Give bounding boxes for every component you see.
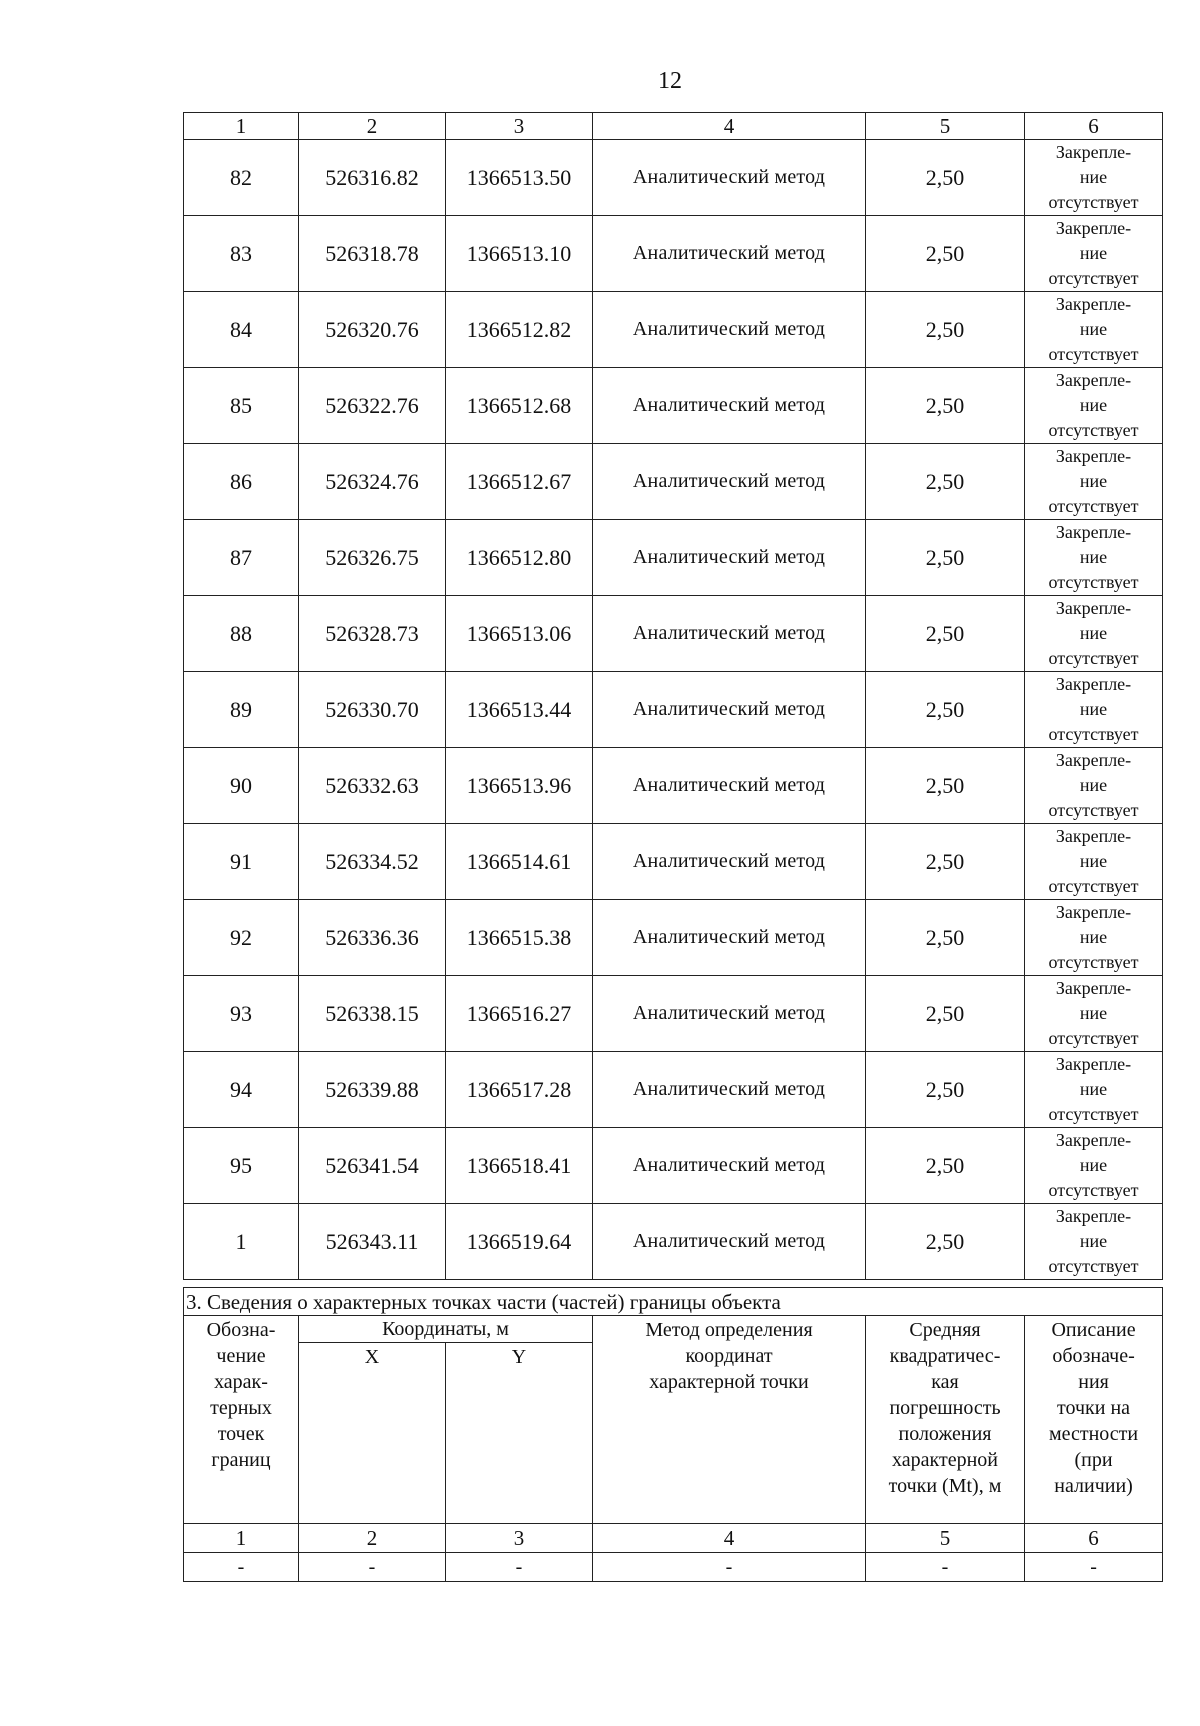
coordinate-y: 1366513.10 xyxy=(446,216,593,292)
point-number: 89 xyxy=(184,672,299,748)
point-number: 83 xyxy=(184,216,299,292)
coordinate-y: 1366513.44 xyxy=(446,672,593,748)
coordinate-x: 526320.76 xyxy=(299,292,446,368)
method-cell: Аналитический метод xyxy=(593,900,866,976)
point-number: 87 xyxy=(184,520,299,596)
coordinate-y: 1366513.06 xyxy=(446,596,593,672)
coordinate-y: 1366512.68 xyxy=(446,368,593,444)
header-coordinates: Координаты, м xyxy=(299,1316,593,1343)
error-cell: 2,50 xyxy=(866,976,1025,1052)
error-cell: 2,50 xyxy=(866,444,1025,520)
error-cell: 2,50 xyxy=(866,216,1025,292)
coordinate-y: 1366514.61 xyxy=(446,824,593,900)
description-cell: Закрепле- ние отсутствует xyxy=(1025,292,1163,368)
coordinate-x: 526334.52 xyxy=(299,824,446,900)
column-number: 4 xyxy=(593,113,866,140)
method-cell: Аналитический метод xyxy=(593,368,866,444)
error-cell: 2,50 xyxy=(866,596,1025,672)
method-cell: Аналитический метод xyxy=(593,1052,866,1128)
table-row xyxy=(184,444,1163,520)
point-number: 82 xyxy=(184,140,299,216)
table-row xyxy=(184,748,1163,824)
coordinate-x: 526330.70 xyxy=(299,672,446,748)
coordinate-y: 1366516.27 xyxy=(446,976,593,1052)
table-row xyxy=(184,140,1163,216)
description-cell: Закрепле- ние отсутствует xyxy=(1025,520,1163,596)
coordinate-y: 1366518.41 xyxy=(446,1128,593,1204)
table-row xyxy=(184,900,1163,976)
column-number: 6 xyxy=(1025,1524,1163,1553)
description-cell: Закрепле- ние отсутствует xyxy=(1025,976,1163,1052)
column-number: 5 xyxy=(866,113,1025,140)
column-number: 2 xyxy=(299,1524,446,1553)
table-row xyxy=(184,976,1163,1052)
point-number: 1 xyxy=(184,1204,299,1280)
table-row xyxy=(184,1128,1163,1204)
empty-cell: - xyxy=(593,1553,866,1582)
description-cell: Закрепле- ние отсутствует xyxy=(1025,1052,1163,1128)
method-cell: Аналитический метод xyxy=(593,824,866,900)
column-number: 4 xyxy=(593,1524,866,1553)
point-number: 91 xyxy=(184,824,299,900)
method-cell: Аналитический метод xyxy=(593,140,866,216)
section-title: 3. Сведения о характерных точках части (частей) границы объекта xyxy=(184,1288,1163,1316)
table-row xyxy=(184,1204,1163,1280)
point-number: 88 xyxy=(184,596,299,672)
method-cell: Аналитический метод xyxy=(593,976,866,1052)
column-number: 5 xyxy=(866,1524,1025,1553)
header-y: Y xyxy=(446,1343,593,1524)
coordinate-x: 526341.54 xyxy=(299,1128,446,1204)
empty-data-row xyxy=(184,1553,1163,1582)
coordinate-y: 1366513.50 xyxy=(446,140,593,216)
header-method: Метод определения координат характерной точки xyxy=(593,1316,866,1524)
empty-cell: - xyxy=(446,1553,593,1582)
empty-cell: - xyxy=(1025,1553,1163,1582)
error-cell: 2,50 xyxy=(866,368,1025,444)
column-number: 2 xyxy=(299,113,446,140)
point-number: 85 xyxy=(184,368,299,444)
coordinate-x: 526316.82 xyxy=(299,140,446,216)
coordinate-x: 526328.73 xyxy=(299,596,446,672)
method-cell: Аналитический метод xyxy=(593,444,866,520)
description-cell: Закрепле- ние отсутствует xyxy=(1025,444,1163,520)
table-row xyxy=(184,596,1163,672)
column-number-row xyxy=(184,113,1163,140)
method-cell: Аналитический метод xyxy=(593,1128,866,1204)
column-number: 3 xyxy=(446,113,593,140)
description-cell: Закрепле- ние отсутствует xyxy=(1025,140,1163,216)
coordinate-x: 526332.63 xyxy=(299,748,446,824)
description-cell: Закрепле- ние отсутствует xyxy=(1025,1128,1163,1204)
coordinate-x: 526322.76 xyxy=(299,368,446,444)
description-cell: Закрепле- ние отсутствует xyxy=(1025,216,1163,292)
point-number: 94 xyxy=(184,1052,299,1128)
boundary-points-table xyxy=(183,112,1163,1280)
point-number: 90 xyxy=(184,748,299,824)
error-cell: 2,50 xyxy=(866,900,1025,976)
coordinate-y: 1366512.82 xyxy=(446,292,593,368)
error-cell: 2,50 xyxy=(866,1052,1025,1128)
point-number: 95 xyxy=(184,1128,299,1204)
point-number: 84 xyxy=(184,292,299,368)
coordinate-x: 526336.36 xyxy=(299,900,446,976)
error-cell: 2,50 xyxy=(866,140,1025,216)
table-row xyxy=(184,672,1163,748)
coordinate-y: 1366517.28 xyxy=(446,1052,593,1128)
header-point-designation: Обозна- чение харак- терных точек границ xyxy=(184,1316,299,1524)
empty-cell: - xyxy=(184,1553,299,1582)
method-cell: Аналитический метод xyxy=(593,216,866,292)
coordinate-y: 1366519.64 xyxy=(446,1204,593,1280)
empty-cell: - xyxy=(866,1553,1025,1582)
column-number: 1 xyxy=(184,1524,299,1553)
method-cell: Аналитический метод xyxy=(593,292,866,368)
header-description: Описание обозначе- ния точки на местности (при наличии) xyxy=(1025,1316,1163,1524)
description-cell: Закрепле- ние отсутствует xyxy=(1025,824,1163,900)
method-cell: Аналитический метод xyxy=(593,596,866,672)
method-cell: Аналитический метод xyxy=(593,748,866,824)
point-number: 93 xyxy=(184,976,299,1052)
header-error: Средняя квадратичес- кая погрешность положения характерной точки (Mt), м xyxy=(866,1316,1025,1524)
column-number: 1 xyxy=(184,113,299,140)
coordinate-x: 526326.75 xyxy=(299,520,446,596)
coordinate-x: 526338.15 xyxy=(299,976,446,1052)
description-cell: Закрепле- ние отсутствует xyxy=(1025,900,1163,976)
error-cell: 2,50 xyxy=(866,672,1025,748)
column-number: 3 xyxy=(446,1524,593,1553)
error-cell: 2,50 xyxy=(866,1128,1025,1204)
empty-cell: - xyxy=(299,1553,446,1582)
coordinate-y: 1366513.96 xyxy=(446,748,593,824)
table-row xyxy=(184,520,1163,596)
coordinate-y: 1366512.80 xyxy=(446,520,593,596)
coordinate-y: 1366512.67 xyxy=(446,444,593,520)
point-number: 86 xyxy=(184,444,299,520)
description-cell: Закрепле- ние отсутствует xyxy=(1025,596,1163,672)
description-cell: Закрепле- ние отсутствует xyxy=(1025,1204,1163,1280)
error-cell: 2,50 xyxy=(866,748,1025,824)
coordinate-x: 526318.78 xyxy=(299,216,446,292)
coordinate-x: 526343.11 xyxy=(299,1204,446,1280)
error-cell: 2,50 xyxy=(866,1204,1025,1280)
coordinate-y: 1366515.38 xyxy=(446,900,593,976)
method-cell: Аналитический метод xyxy=(593,520,866,596)
column-number-row xyxy=(184,1524,1163,1553)
description-cell: Закрепле- ние отсутствует xyxy=(1025,748,1163,824)
coordinate-x: 526339.88 xyxy=(299,1052,446,1128)
page-number: 12 xyxy=(658,68,682,94)
column-number: 6 xyxy=(1025,113,1163,140)
method-cell: Аналитический метод xyxy=(593,672,866,748)
table-row xyxy=(184,1052,1163,1128)
coordinate-x: 526324.76 xyxy=(299,444,446,520)
table-row xyxy=(184,292,1163,368)
error-cell: 2,50 xyxy=(866,824,1025,900)
point-number: 92 xyxy=(184,900,299,976)
method-cell: Аналитический метод xyxy=(593,1204,866,1280)
description-cell: Закрепле- ние отсутствует xyxy=(1025,368,1163,444)
error-cell: 2,50 xyxy=(866,520,1025,596)
table-row xyxy=(184,824,1163,900)
table-row xyxy=(184,216,1163,292)
header-x: X xyxy=(299,1343,446,1524)
table-row xyxy=(184,368,1163,444)
description-cell: Закрепле- ние отсутствует xyxy=(1025,672,1163,748)
part-boundary-points-table xyxy=(183,1287,1163,1582)
error-cell: 2,50 xyxy=(866,292,1025,368)
